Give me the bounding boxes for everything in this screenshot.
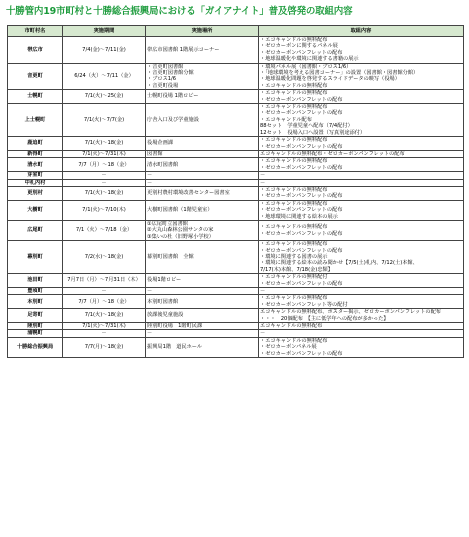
- activity-line: ・エコキャンドルの無料配布: [260, 82, 328, 89]
- activity-line: ・エコキャンドルの無料配布: [260, 158, 328, 165]
- place-line: ・ブロス1/6: [147, 76, 177, 83]
- place-cell: [146, 241, 259, 274]
- activity-line: 7/17(木)本館、7/18(金)忠類】: [260, 266, 333, 273]
- place-cell: [146, 104, 259, 137]
- activity-line: ・エコキャンドル配布: [260, 116, 312, 123]
- place-cell: [146, 295, 259, 309]
- activity-cell: [259, 337, 464, 357]
- table-row: [8, 220, 464, 240]
- place-line: －: [147, 330, 153, 337]
- activity-cell: [259, 37, 464, 64]
- activity-line: ・エコキャンドルの無料配布: [260, 186, 328, 193]
- table-row: [8, 288, 464, 295]
- table-row: [8, 104, 464, 137]
- activity-line: 88セット 学童児童へ配布（7/4配付）: [260, 123, 353, 130]
- table-row: [8, 323, 464, 330]
- place-cell: [146, 158, 259, 172]
- table-body: [8, 37, 464, 358]
- municipality-cell: 中札内村: [8, 179, 63, 186]
- municipality-cell: 幕別町: [8, 241, 63, 274]
- activity-line: ・ゼロカーボンに関するパネル展: [260, 43, 338, 50]
- activity-line: ・環境に関連する絵本の読み聞かせ【7/5(土)札内、7/12(土)本館、: [260, 260, 418, 267]
- activity-line: ・環境パネル展（図書館・ブロス1/6）: [260, 63, 352, 70]
- table-row: [8, 274, 464, 288]
- place-cell: [146, 323, 259, 330]
- activity-cell: [259, 179, 464, 186]
- activities-table: [7, 25, 464, 358]
- activity-line: エコキャンドルの無料配布、ポスター掲示、ゼロカーボンパンフレットの配布: [260, 309, 441, 316]
- place-line: 本別町図書館: [147, 298, 179, 305]
- place-line: ③集いの杜（旧野塚小学校）: [147, 233, 214, 240]
- place-cell: [146, 63, 259, 90]
- activity-cell: [259, 137, 464, 151]
- place-line: ・音更町図書館: [147, 63, 184, 70]
- period-cell: 7月7日（月）～7月31日（木）: [63, 274, 146, 288]
- place-line: －: [147, 179, 153, 186]
- period-cell: 7/1(火)～18(金): [63, 186, 146, 200]
- period-cell: 7/7（月）～18（金）: [63, 295, 146, 309]
- place-line: －: [147, 288, 153, 295]
- activity-line: ・ゼロカーボンパンフレットの配布: [260, 247, 343, 254]
- municipality-cell: 浦幌町: [8, 330, 63, 337]
- activity-line: ・ゼロカーボンパンフレットの配布: [260, 164, 343, 171]
- place-cell: [146, 220, 259, 240]
- place-cell: [146, 337, 259, 357]
- activity-cell: [259, 323, 464, 330]
- table-row: [8, 90, 464, 104]
- place-line: 更別村農村環境改善センター図書室: [147, 190, 230, 197]
- place-cell: [146, 200, 259, 220]
- period-cell: 7/2(水)～18(金): [63, 241, 146, 274]
- activity-line: ・エコキャンドルの無料配布: [260, 337, 328, 344]
- activity-line: ・ゼロカーボンパンフレットの配布: [260, 193, 343, 200]
- place-cell: [146, 330, 259, 337]
- activity-line: ・・・ 20個配布 【主に低学年への配布が多かった】: [260, 315, 389, 322]
- activity-line: ・地球温暖化問題を啓発するスライドデータの映写（役場）: [260, 76, 400, 83]
- place-line: 陸別町役場 1階町民課: [147, 323, 203, 330]
- activity-line: －: [260, 288, 266, 295]
- place-cell: [146, 172, 259, 179]
- activity-line: ・地球温暖化や環境に関連する書籍の展示: [260, 56, 359, 63]
- municipality-cell: 上士幌町: [8, 104, 63, 137]
- place-line: 帯広市図書館 1階展示コーナー: [147, 46, 220, 53]
- municipality-cell: 大樹町: [8, 200, 63, 220]
- activity-line: －: [260, 172, 266, 179]
- place-line: ②大丸山森林公園サンタの家: [147, 227, 214, 234]
- activity-cell: [259, 241, 464, 274]
- place-cell: [146, 288, 259, 295]
- table-row: [8, 37, 464, 64]
- activity-cell: [259, 63, 464, 90]
- table-row: [8, 337, 464, 357]
- period-cell: 7/1(火)～7/31(木): [63, 150, 146, 157]
- activity-line: ・ゼロカーボンパンフレット等の配付: [260, 301, 348, 308]
- period-cell: 7/1(火)～18(金): [63, 137, 146, 151]
- activity-line: ・エコキャンドルの無料配布: [260, 200, 328, 207]
- period-cell: 7/7(月)～18(金): [63, 337, 146, 357]
- municipality-cell: 豊頃町: [8, 288, 63, 295]
- activity-line: ・エコキャンドルの無料配布: [260, 137, 328, 144]
- activity-line: ・「地球環境を考える図書コーナー」の設置（図書館・図書館分館）: [260, 70, 419, 77]
- period-cell: 6/24（火）～7/11（金）: [63, 63, 146, 90]
- table-row: [8, 158, 464, 172]
- activity-line: ・環境に関連する図書の展示: [260, 254, 328, 260]
- municipality-cell: 音更町: [8, 63, 63, 90]
- table-row: [8, 309, 464, 323]
- municipality-cell: 芽室町: [8, 172, 63, 179]
- place-line: 役場企画課: [147, 140, 173, 147]
- period-cell: －: [63, 179, 146, 186]
- activity-cell: [259, 172, 464, 179]
- activity-cell: [259, 90, 464, 104]
- municipality-cell: 本別町: [8, 295, 63, 309]
- period-cell: －: [63, 330, 146, 337]
- activity-cell: [259, 274, 464, 288]
- place-cell: [146, 137, 259, 151]
- activity-cell: [259, 150, 464, 157]
- place-line: 役場1階ロビー: [147, 277, 182, 284]
- header-activity: 取組内容: [259, 26, 464, 37]
- place-line: 図書館: [147, 150, 163, 157]
- period-cell: 7/1(火)～18(金): [63, 309, 146, 323]
- activity-line: ・ゼロカーボンパンフレットの配布: [260, 110, 343, 117]
- activity-cell: [259, 158, 464, 172]
- activity-line: ・ゼロカーボンパンフレットの配布: [260, 207, 343, 214]
- activity-line: ・ゼロカーボンパンフレットの配布: [260, 350, 343, 357]
- municipality-cell: 足寄町: [8, 309, 63, 323]
- place-cell: [146, 274, 259, 288]
- header-place: 実施場所: [146, 26, 259, 37]
- activity-cell: [259, 200, 464, 220]
- municipality-cell: 鹿追町: [8, 137, 63, 151]
- municipality-cell: 帯広市: [8, 37, 63, 64]
- activity-line: 12セット 役場入口へ設置（写真別途添付）: [260, 129, 366, 136]
- activity-cell: [259, 220, 464, 240]
- activity-line: ・エコキャンドルの無料配布: [260, 90, 328, 97]
- place-cell: [146, 179, 259, 186]
- activity-line: ・エコキャンドルの無料配布: [260, 241, 328, 248]
- activity-line: ・エコキャンドルの無料配布: [260, 37, 328, 43]
- activity-line: エコキャンドルの無料配布・ゼロカーボンパンフレットの配布: [260, 150, 405, 157]
- period-cell: －: [63, 172, 146, 179]
- period-cell: －: [63, 288, 146, 295]
- table-row: [8, 295, 464, 309]
- activity-line: ・ゼロカーボンパンフレットの配布: [260, 230, 343, 237]
- municipality-cell: 池田町: [8, 274, 63, 288]
- activity-cell: [259, 104, 464, 137]
- table-row: [8, 186, 464, 200]
- period-cell: 7/1(火)～7/10(木): [63, 200, 146, 220]
- place-line: 士幌町役場 1階ロビー: [147, 93, 199, 100]
- activity-line: ・ゼロカーボンパンフレットの配布: [260, 280, 343, 287]
- table-row: [8, 150, 464, 157]
- place-line: 幕別町図書館 全館: [147, 254, 194, 260]
- table-row: [8, 179, 464, 186]
- header-period: 実施期間: [63, 26, 146, 37]
- period-cell: 7/7（月）～18（金）: [63, 158, 146, 172]
- place-line: 清水町図書館: [147, 161, 179, 168]
- table-row: [8, 330, 464, 337]
- period-cell: 7/1(火)～7/7(金): [63, 104, 146, 137]
- municipality-cell: 十勝総合振興局: [8, 337, 63, 357]
- place-line: 振興局1階 道民ホール: [147, 344, 203, 351]
- place-line: －: [147, 172, 153, 179]
- header-municipality: 市町村名: [8, 26, 63, 37]
- activity-cell: [259, 186, 464, 200]
- activity-line: －: [260, 330, 266, 337]
- period-cell: 7/4(金)～7/11(金): [63, 37, 146, 64]
- table-row: [8, 200, 464, 220]
- place-cell: [146, 309, 259, 323]
- activity-line: ・エコキャンドルの無料配布: [260, 295, 328, 302]
- period-cell: 7/1(火)～25(金): [63, 90, 146, 104]
- header-row: [8, 26, 464, 37]
- table-row: [8, 63, 464, 90]
- table-row: [8, 172, 464, 179]
- activity-line: ・ゼロカーボンパンフレットの配布: [260, 96, 343, 103]
- activity-line: ・エコキャンドルの無料配布: [260, 224, 328, 231]
- place-line: 放課後児童施設: [147, 312, 184, 319]
- activity-line: ・エコキャンドルの無料配布: [260, 104, 328, 111]
- activity-cell: [259, 288, 464, 295]
- activity-line: ・地球環境に関連する絵本の展示: [260, 213, 338, 220]
- table-row: [8, 241, 464, 274]
- place-cell: [146, 37, 259, 64]
- municipality-cell: 士幌町: [8, 90, 63, 104]
- activity-cell: [259, 309, 464, 323]
- activity-line: ・ゼロカーボンパンフレットの配布: [260, 49, 343, 56]
- place-cell: [146, 186, 259, 200]
- activity-line: エコキャンドルの無料配布: [260, 323, 323, 330]
- place-line: ①広尾町立図書館: [147, 220, 188, 227]
- period-cell: 7/1（火）～7/18（金）: [63, 220, 146, 240]
- period-cell: 7/1(火)～7/31(木): [63, 323, 146, 330]
- municipality-cell: 清水町: [8, 158, 63, 172]
- municipality-cell: 新得町: [8, 150, 63, 157]
- activity-line: ・ゼロカーボンパネル展: [260, 344, 317, 351]
- page-title: 十勝管内19市町村と十勝総合振興局における「ガイアナイト」普及啓発の取組内容: [6, 6, 353, 17]
- activity-line: ・エコキャンドルの無料配付: [260, 274, 328, 281]
- place-line: 庁舎入口及び学童施設: [147, 116, 199, 123]
- place-line: ・音更町役場: [147, 82, 179, 89]
- table-row: [8, 137, 464, 151]
- municipality-cell: 更別村: [8, 186, 63, 200]
- place-line: ・音更町図書館分館: [147, 70, 194, 77]
- activity-line: ・ゼロカーボンパンフレットの配布: [260, 143, 343, 150]
- activity-cell: [259, 295, 464, 309]
- activity-cell: [259, 330, 464, 337]
- activity-line: －: [260, 179, 266, 186]
- municipality-cell: 陸別町: [8, 323, 63, 330]
- place-cell: [146, 150, 259, 157]
- place-cell: [146, 90, 259, 104]
- municipality-cell: 広尾町: [8, 220, 63, 240]
- place-line: 大樹町図書館（1階児童室）: [147, 207, 213, 214]
